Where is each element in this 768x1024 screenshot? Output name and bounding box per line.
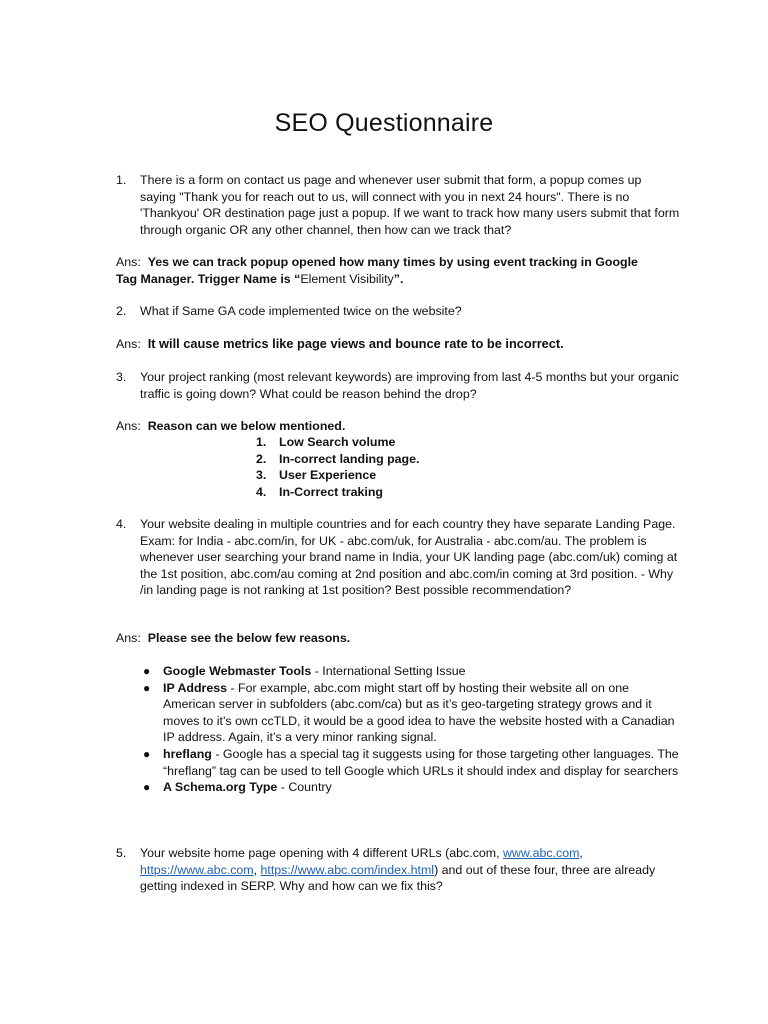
question-5-text: Your website home page opening with 4 different URLs (abc.com, www.abc.com, https://www.abc.com, https://www.abc.com/index.html) and out of these four, three are already getting indexed in SERP. Why and how can we fix this? (140, 846, 656, 893)
answer-1-bold-text: Yes we can track popup opened how many times by using event tracking in Google Tag Manager. Trigger Name is “ (116, 255, 638, 286)
answer-2-text: It will cause metrics like page views and bounce rate to be incorrect. (147, 336, 564, 351)
answer-4-label: Ans: (116, 631, 141, 645)
answer-3 (116, 418, 676, 435)
page-title: SEO Questionnaire (274, 109, 494, 137)
question-3-text: Your project ranking (most relevant keywords) are improving from last 4-5 months but your organic traffic is going down? What could be reason behind the drop? (140, 370, 679, 401)
answer-1-end: ”. (393, 271, 404, 286)
bullet-icon: ● (143, 780, 151, 795)
answer-1 (116, 254, 661, 287)
question-1-number: 1. (116, 173, 127, 187)
answer-2 (116, 336, 676, 353)
answer-4-text: Please see the below few reasons. (147, 631, 351, 645)
bullet-icon: ● (143, 746, 151, 761)
document-page: SEO Questionnaire 1. There is a form on contact us page and whenever user submit that form, a popup comes up saying "Thank you for reach out to us, will connect with you in next 24 hours". There is no 'Thankyou' OR destination page just a popup. If we want to track how many users submit that form through organic OR any other channel, then how can we track that? Ans: Yes we can track popup opened how many times by using event tracking in Google Tag Manager. Trigger Name is “Element Visibility”. 2. What if Same GA code implemented twice on the website? Ans: It will cause metrics like page views and bounce rate to be incorrect. 3. Your project ranking (most relevant keywords) are improving from last 4-5 months but your organic traffic is going down? What could be reason behind the drop? Ans: Reason can we below mentioned. 1. Low Search volume 2. In-correct landing page. 3. User Experience 4. In-Correct traking 4. Your website dealing in multiple countries and for each country they have separate Landing Page. Exam: for India - abc.com/in, for UK - abc.com/uk, for Australia - abc.com/au. The problem is whenever user searching your brand name in India, your UK landing page (abc.com/uk) coming at the 1st position, abc.com/au coming at 2nd position and abc.com/in coming at 3rd position. - Why /in landing page is not ranking at 1st position? Best possible recommendation? Ans: Please see the below few reasons. ● Google Webmaster Tools - International Setting Issue ● IP Address - For example, abc.com might start off by hosting their website all on one American server in subfolders (abc.com/ca) but as it’s geo-targeting strategy grows and it moves to it’s own ccTLD, it would be a good idea to have the website hosted with a Canadian IP address. Again, it’s a very minor ranking signal. ● hreflang - Google has a special tag it suggests using for those targeting other languages. The “hreflang” tag can be used to tell Google which URLs it should index and display for searchers ● A Schema.org Type - Country 5. Your website home page opening with 4 different URLs (abc.com, www.abc.com, https://www.abc.com, https://www.abc.com/index.html) and out of these four, three are already getting indexed in SERP. Why and how can we fix this? (0, 0, 768, 1024)
bullet-icon: ● (143, 664, 151, 678)
question-3-number: 3. (116, 370, 127, 384)
question-2-text: What if Same GA code implemented twice on the website? (140, 304, 462, 318)
question-4-text: Your website dealing in multiple countries and for each country they have separate Landing Page. Exam: for India - abc.com/in, for UK - abc.com/uk, for Australia - abc.com/au. The problem is whenever user searching your brand name in India, your UK landing page (abc.com/uk) coming at the 1st position, abc.com/au coming at 2nd position and abc.com/in coming at 3rd position. - Why /in landing page is not ranking at 1st position? Best possible recommendation? (140, 517, 678, 597)
answer-2-label: Ans: (116, 337, 141, 351)
question-2-number: 2. (116, 304, 127, 318)
question-1-text: There is a form on contact us page and whenever user submit that form, a popup comes up saying "Thank you for reach out to us, will connect with you in next 24 hours". There is no 'Thankyou' OR destination page just a popup. If we want to track how many users submit that form through organic OR any other channel, then how can we track that? (140, 173, 680, 237)
question-5-number: 5. (116, 846, 127, 860)
list-item: ● A Schema.org Type - Country (143, 780, 332, 795)
link-www-abc[interactable]: www.abc.com (502, 846, 580, 860)
list-item: ● hreflang - Google has a special tag it suggests using for those targeting other languages. The “hreflang” tag can be used to tell Google which URLs it should index and display for searchers (143, 746, 679, 778)
question-4-number: 4. (116, 517, 127, 531)
list-item: ● IP Address - For example, abc.com might start off by hosting their website all on one American server in subfolders (abc.com/ca) but as it’s geo-targeting strategy grows and it moves to it’s own ccTLD, it would be a good idea to have the website hosted with a Canadian IP address. Again, it’s a very minor ranking signal. (143, 680, 675, 745)
answer-1-label: Ans: (116, 255, 141, 269)
link-index-html[interactable]: https://www.abc.com/index.html (260, 862, 435, 877)
answer-3-label: Ans: (116, 419, 141, 433)
bullet-icon: ● (143, 680, 151, 695)
reasons-bullet-list (140, 663, 680, 796)
answer-1-trigger-name: Element Visibility (300, 271, 394, 286)
list-item: ● Google Webmaster Tools - International Setting Issue (143, 664, 466, 678)
answer-4 (116, 630, 676, 647)
answer-3-text: Reason can we below mentioned. (147, 419, 346, 433)
link-https-www-abc[interactable]: https://www.abc.com (140, 862, 254, 877)
